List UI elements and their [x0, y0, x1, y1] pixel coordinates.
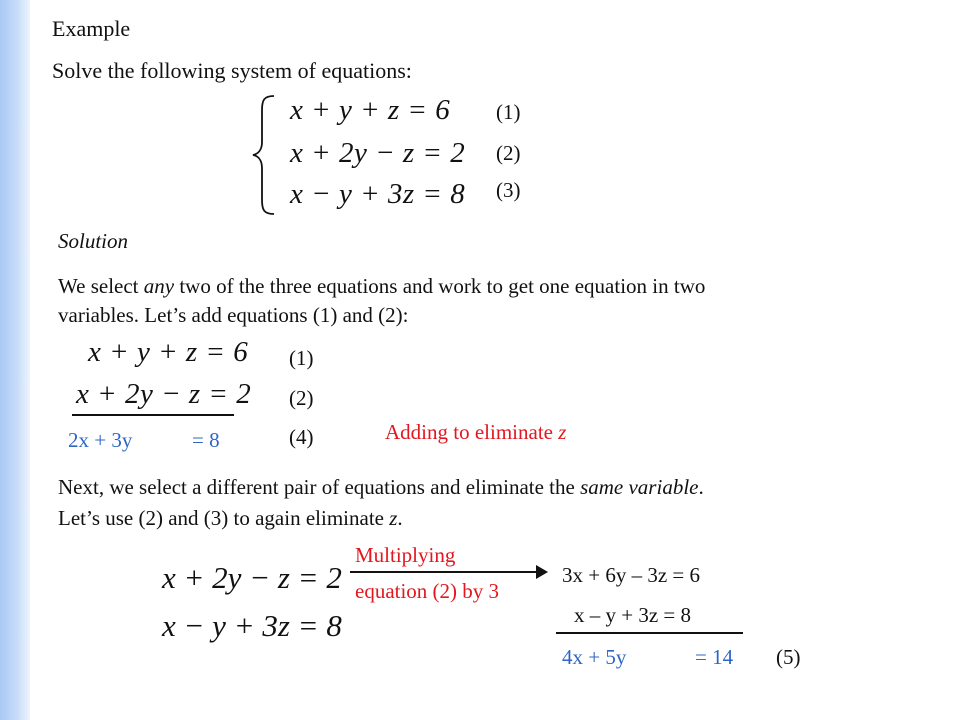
addition-label-4: (4) [289, 425, 314, 449]
second-rule [556, 632, 743, 634]
paragraph-2-line-2: Let’s use (2) and (3) to again eliminate z. [58, 506, 403, 530]
paragraph-2-line-1: Next, we select a different pair of equations and eliminate the same variable. [58, 475, 704, 499]
right-arrow-icon [536, 565, 548, 579]
multiply-arrow-shaft [350, 571, 538, 573]
multiplied-equation: 3x + 6y – 3z = 6 [562, 563, 701, 587]
addition-result-rhs: = 8 [192, 428, 220, 452]
second-result-lhs: 4x + 5y [562, 645, 627, 669]
system-equation-3: x − y + 3z = 8 [290, 178, 466, 210]
addition-note: Adding to eliminate z [385, 420, 567, 444]
system-label-2: (2) [496, 141, 521, 165]
prompt: Solve the following system of equations: [52, 58, 412, 83]
equation-3-restated: x – y + 3z = 8 [574, 603, 692, 627]
heading: Example [52, 16, 131, 41]
system-label-1: (1) [496, 100, 521, 124]
solution-heading: Solution [58, 229, 129, 253]
multiply-note-line-2: equation (2) by 3 [355, 579, 500, 603]
paragraph-1-line-1: We select any two of the three equations and work to get one equation in two [58, 274, 706, 298]
addition-label-1: (1) [289, 346, 314, 370]
multiply-note-line-1: Multiplying [355, 543, 456, 567]
system-label-3: (3) [496, 178, 521, 202]
addition-result-lhs: 2x + 3y [68, 428, 133, 452]
addition-equation-1: x + y + z = 6 [88, 336, 249, 368]
left-accent-bar [0, 0, 30, 720]
system-equation-1: x + y + z = 6 [290, 94, 451, 126]
second-equation-2: x − y + 3z = 8 [162, 608, 342, 643]
left-brace-icon [250, 94, 280, 216]
addition-equation-2: x + 2y − z = 2 [76, 378, 252, 410]
addition-label-2: (2) [289, 386, 314, 410]
second-equation-1: x + 2y − z = 2 [162, 560, 342, 595]
paragraph-1-line-2: variables. Let’s add equations (1) and (2): [58, 303, 409, 327]
second-label-5: (5) [776, 645, 801, 669]
second-result-rhs: = 14 [695, 645, 734, 669]
addition-rule [72, 414, 234, 416]
system-equation-2: x + 2y − z = 2 [290, 137, 466, 169]
